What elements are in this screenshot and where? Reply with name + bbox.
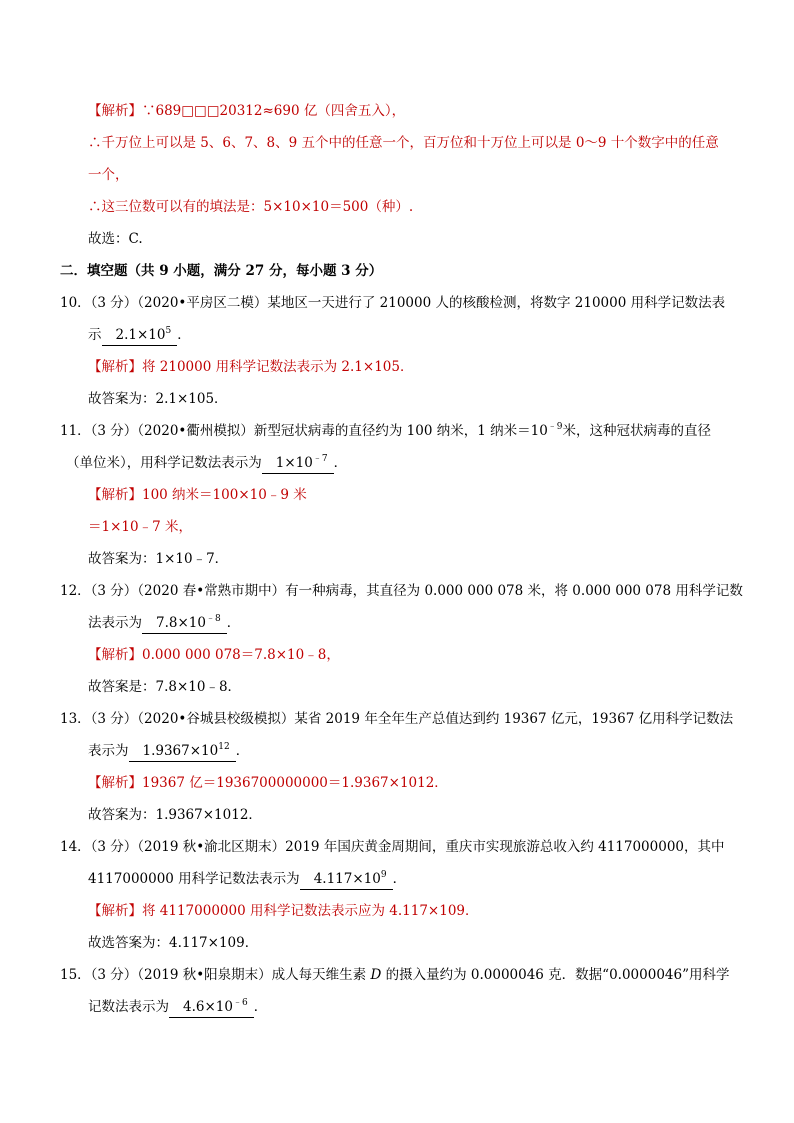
analysis-tag: 【解析】 [88, 487, 142, 503]
question-text-cont: 示 $2.1\times 10^5$ ． [88, 325, 191, 346]
analysis-line [88, 357, 413, 377]
question-text: 14．（3 分）（2019 秋•渝北区期末）2019 年国庆黄金周期间，重庆市实现旅游总收入约 4117000000，其中 [60, 839, 725, 855]
analysis-tag: 【解析】 [88, 903, 142, 919]
question-text-cont: 表示为 $1.9367\times 10^{12}$ ． [88, 741, 249, 762]
analysis-line: ＝1×10﹣7 米， [88, 519, 192, 535]
analysis-line [88, 101, 405, 121]
question-text: 10．（3 分）（2020•平房区二模）某地区一天进行了 210000 人的核酸检测，将数字 210000 用科学记数法表 [60, 295, 726, 311]
analysis-text: 将 4117000000 用科学记数法表示应为 4.117×109． [142, 903, 479, 919]
question-text: 12．（3 分）（2020 春•常熟市期中）有一种病毒，其直径为 0.000 000 078 米，将 0.000 000 078 用科学记数 [60, 583, 743, 599]
result-line: 故答案为：2.1×105． [88, 391, 228, 407]
answer-choice: 故选：C. [88, 231, 143, 247]
analysis-text: 100 纳米＝100×10﹣9 米 [142, 487, 307, 503]
analysis-line [88, 485, 307, 505]
answer-blank: $1.9367\times 10^{12}$ [129, 741, 236, 762]
analysis-line [88, 901, 479, 921]
analysis-tag: 【解析】 [88, 359, 142, 375]
variable-d: D [370, 967, 382, 983]
result-line: 故答案为：1×10﹣7． [88, 551, 229, 567]
question-text: 11．（3 分）（2020•衢州模拟）新型冠状病毒的直径约为 100 纳米，1 纳米$=10^{﹣9}$米，这种冠状病毒的直径 [60, 422, 712, 439]
section-title: 二．填空题（共 9 小题，满分 27 分，每小题 3 分） [60, 263, 383, 279]
answer-blank: $1\times 10^{﹣7}$ [262, 453, 334, 474]
analysis-line [88, 645, 340, 665]
analysis-text: ∵689□□□20312≈690 亿（四舍五入）， [142, 103, 406, 119]
question-text: 13．（3 分）（2020•谷城县校级模拟）某省 2019 年全年生产总值达到约 19367 亿元，19367 亿用科学记数法 [60, 711, 734, 727]
result-line: 故答案是：7.8×10﹣8． [88, 679, 242, 695]
analysis-line: 一个， [88, 167, 129, 183]
question-text-cont: 记数法表示为 $4.6\times 10^{﹣6}$ ． [88, 997, 267, 1018]
answer-blank: $4.6\times 10^{﹣6}$ [169, 997, 254, 1018]
answer-blank: $7.8\times 10^{﹣8}$ [142, 613, 227, 634]
analysis-text: 19367 亿＝1936700000000＝1.9367×1012． [142, 775, 448, 791]
question-text: 15．（3 分）（2019 秋•阳泉期末）成人每天维生素 D 的摄入量约为 0.0000046 克．数据“0.0000046”用科学 [60, 967, 730, 983]
answer-blank: $2.1\times 10^5$ [102, 325, 178, 346]
analysis-tag: 【解析】 [88, 775, 142, 791]
analysis-line [88, 773, 448, 793]
result-line: 故选答案为：4.117×109． [88, 935, 259, 951]
question-text-cont: （单位米），用科学记数法表示为 $1\times 10^{﹣7}$ ． [66, 453, 347, 474]
question-text-cont: 4117000000 用科学记数法表示为 $4.117\times 10^9$ ． [88, 869, 406, 890]
answer-blank: $4.117\times 10^9$ [300, 869, 393, 890]
question-text-cont: 法表示为 $7.8\times 10^{﹣8}$ ． [88, 613, 240, 634]
analysis-text: 将 210000 用科学记数法表示为 2.1×105． [142, 359, 414, 375]
analysis-text: 0.000 000 078＝7.8×10﹣8， [142, 647, 340, 663]
result-line: 故答案为：1.9367×1012． [88, 807, 262, 823]
analysis-tag: 【解析】 [88, 647, 142, 663]
analysis-tag: 【解析】 [88, 103, 142, 119]
analysis-line: ∴千万位上可以是 5、6、7、8、9 五个中的任意一个，百万位和十万位上可以是 0～9 十个数字中的任意 [88, 135, 719, 151]
analysis-line: ∴这三位数可以有的填法是：5×10×10＝500（种）. [88, 199, 414, 215]
